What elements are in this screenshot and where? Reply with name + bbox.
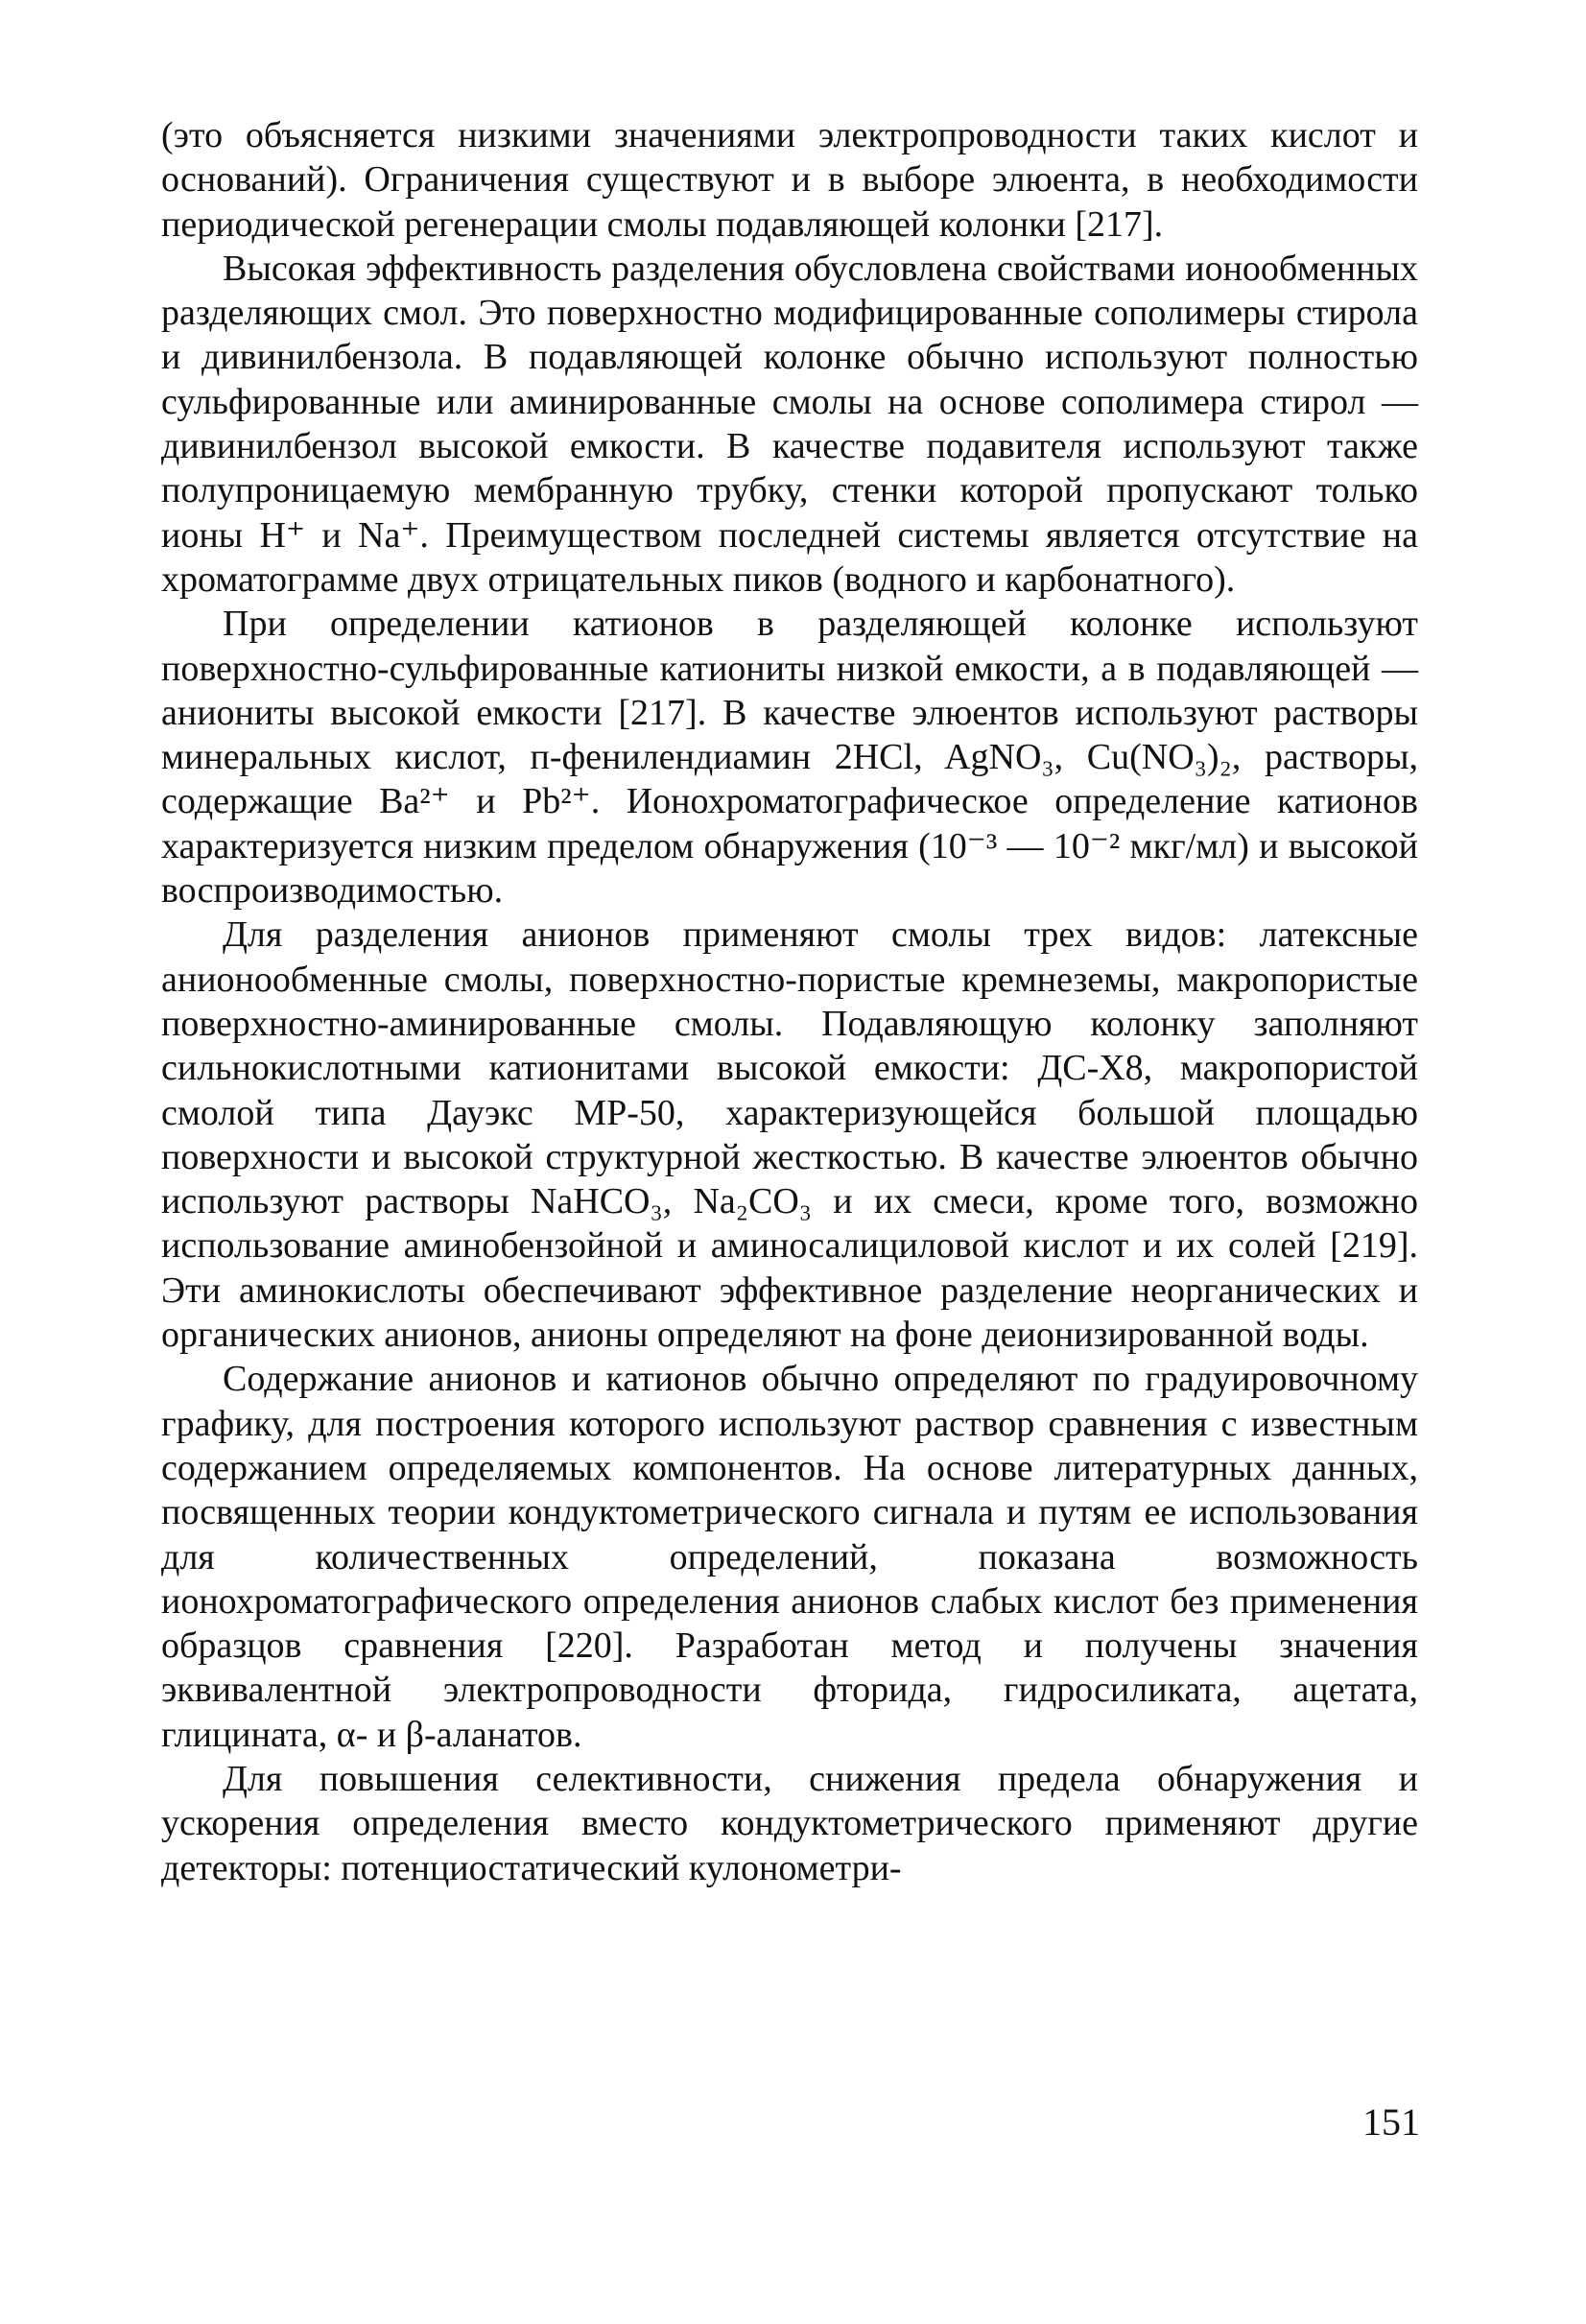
page-number: 151 <box>1362 2100 1420 2144</box>
paragraph-anion-separation: Для разделения анионов применяют смолы трех видов: латексные анионообменные смолы, поверхностно-пористые кремнеземы, макропористые поверхностно-аминированные смолы. Подавляющую колонку заполняют сильнокислотными катионитами высокой емкости: ДС-Х8, макропористой смолой типа Дауэкс МР-50, характеризующейся большой площадью поверхности и высокой структурной жесткостью. В качестве элюентов обычно используют растворы NaHCO₃, Na₂CO₃ и их смеси, кроме того, возможно использование аминобензойной и аминосалициловой кислот и их солей [219]. Эти аминокислоты обеспечивают эффективное разделение неорганических и органических анионов, анионы определяют на фоне деионизированной воды. <box>161 914 1418 1356</box>
paragraph-calibration: Содержание анионов и катионов обычно определяют по градуировочному графику, для построения которого используют раствор сравнения с известным содержанием определяемых компонентов. На основе литературных данных, посвященных теории кондуктометрического сигнала и путям ее использования для количественных определений, показана возможность ионохроматографического определения анионов слабых кислот без применения образцов сравнения [220]. Разработан метод и получены значения эквивалентной электропроводности фторида, гидросиликата, ацетата, глицината, α- и β-аланатов. <box>161 1359 1418 1755</box>
paragraph-cation-determination: При определении катионов в разделяющей колонке используют поверхностно-сульфированные катиониты низкой емкости, а в подавляющей — аниониты высокой емкости [217]. В качестве элюентов используют растворы минеральных кислот, п-фенилендиамин 2HCl, AgNO₃, Cu(NO₃)₂, растворы, содержащие Ba²⁺ и Pb²⁺. Ионохроматографическое определение катионов характеризуется низким пределом обнаружения (10⁻³ — 10⁻² мкг/мл) и высокой воспроизводимостью. <box>161 604 1418 912</box>
paragraph-continuation: (это объясняется низкими значениями электропроводности таких кислот и оснований). Ограничения существуют и в выборе элюента, в необходимости периодической регенерации смолы подавляющей колонки [217]. <box>161 115 1418 245</box>
paragraph-detectors: Для повышения селективности, снижения предела обнаружения и ускорения определения вместо кондуктометрического применяют другие детекторы: потенциостатический кулонометри- <box>161 1758 1418 1888</box>
text-column <box>161 113 1418 1890</box>
paragraph-separation-efficiency: Высокая эффективность разделения обусловлена свойствами ионообменных разделяющих смол. Это поверхностно модифицированные сополимеры стирола и дивинилбензола. В подавляющей колонке обычно используют полностью сульфированные или аминированные смолы на основе сополимера стирол — дивинилбензол высокой емкости. В качестве подавителя используют также полупроницаемую мембранную трубку, стенки которой пропускают только ионы H⁺ и Na⁺. Преимуществом последней системы является отсутствие на хроматограмме двух отрицательных пиков (водного и карбонатного). <box>161 248 1418 600</box>
